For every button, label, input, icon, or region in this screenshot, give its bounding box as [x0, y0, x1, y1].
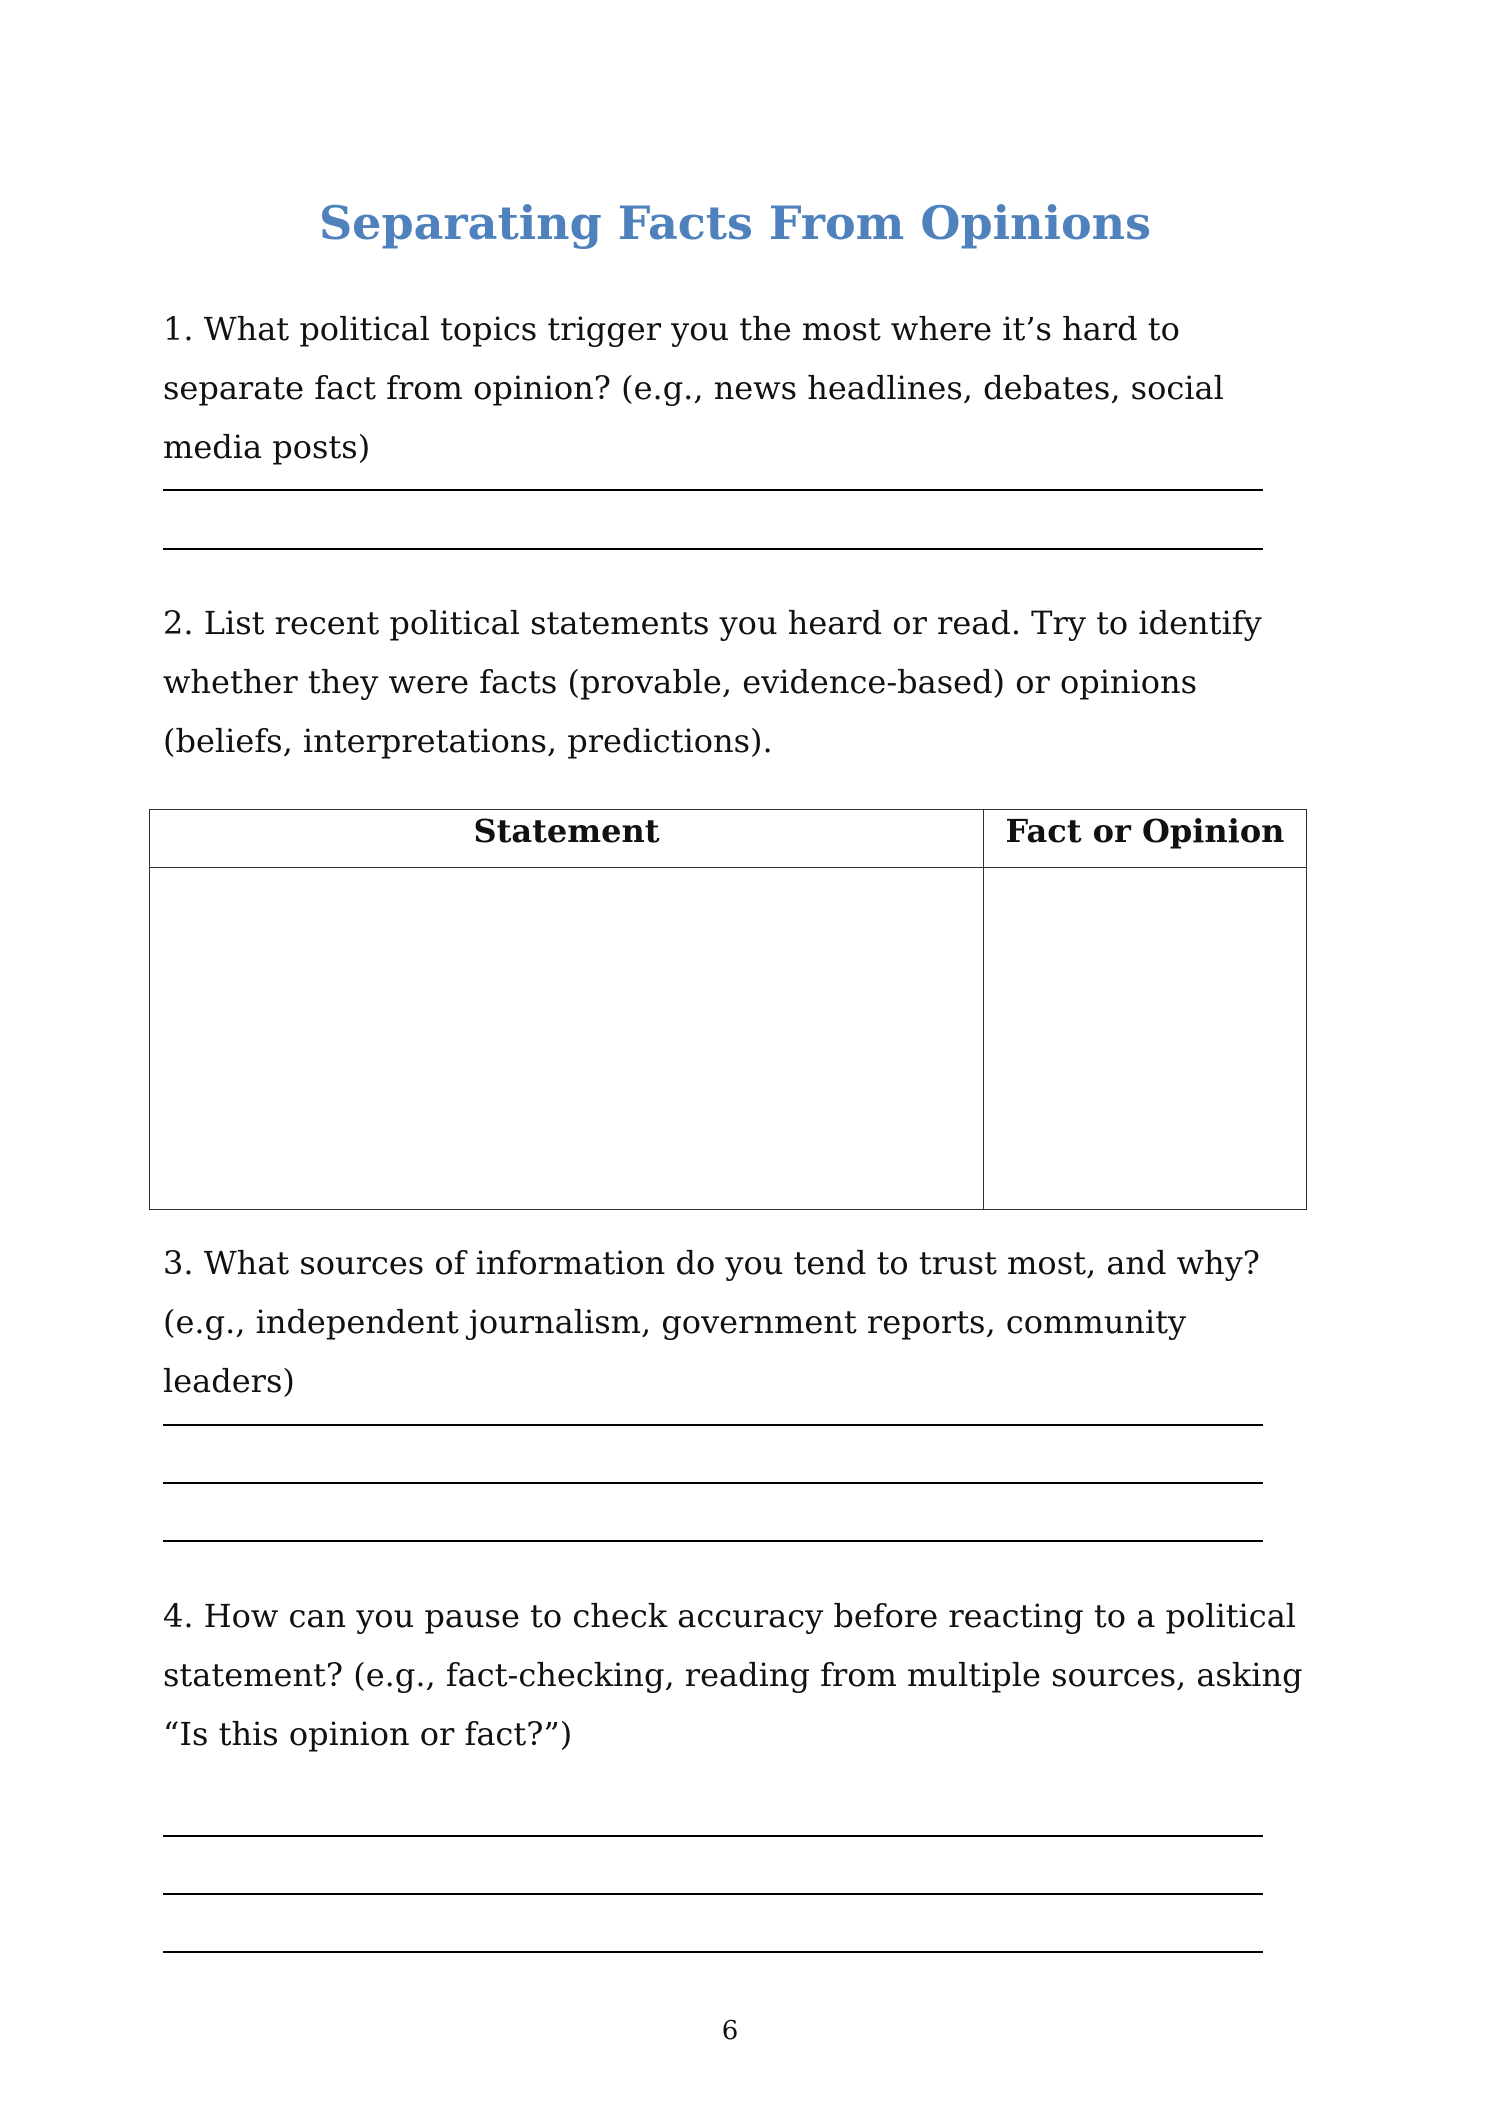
column-header-fact-or-opinion: Fact or Opinion — [984, 810, 1307, 868]
fact-opinion-table — [149, 809, 1307, 1210]
table-header-row — [150, 810, 1307, 868]
table-row — [150, 868, 1307, 1210]
answer-line-q1-2[interactable] — [163, 548, 1263, 550]
column-header-statement: Statement — [150, 810, 984, 868]
question-4: 4. How can you pause to check accuracy before reacting to a political statement? (e.g., fact-checking, reading from multiple sources, asking “Is this opinion or fact?”) — [163, 1597, 1303, 1753]
fact-or-opinion-cell[interactable] — [984, 868, 1307, 1210]
page-number: 6 — [721, 2016, 739, 2046]
question-1: 1. What political topics trigger you the most where it’s hard to separate fact from opinion? (e.g., news headlines, debates, social media posts) — [163, 310, 1224, 466]
answer-line-q3-2[interactable] — [163, 1482, 1263, 1484]
answer-line-q4-3[interactable] — [163, 1951, 1263, 1953]
answer-line-q1-1[interactable] — [163, 489, 1263, 491]
answer-line-q4-1[interactable] — [163, 1835, 1263, 1837]
statement-cell[interactable] — [150, 868, 984, 1210]
answer-line-q3-1[interactable] — [163, 1424, 1263, 1426]
page-title: Separating Facts From Opinions — [318, 196, 1152, 250]
answer-line-q3-3[interactable] — [163, 1540, 1263, 1542]
question-2: 2. List recent political statements you heard or read. Try to identify whether they were facts (provable, evidence-based) or opinions (beliefs, interpretations, predictions). — [163, 604, 1262, 760]
answer-line-q4-2[interactable] — [163, 1893, 1263, 1895]
question-3: 3. What sources of information do you tend to trust most, and why? (e.g., independent journalism, government reports, community leaders) — [163, 1244, 1260, 1400]
